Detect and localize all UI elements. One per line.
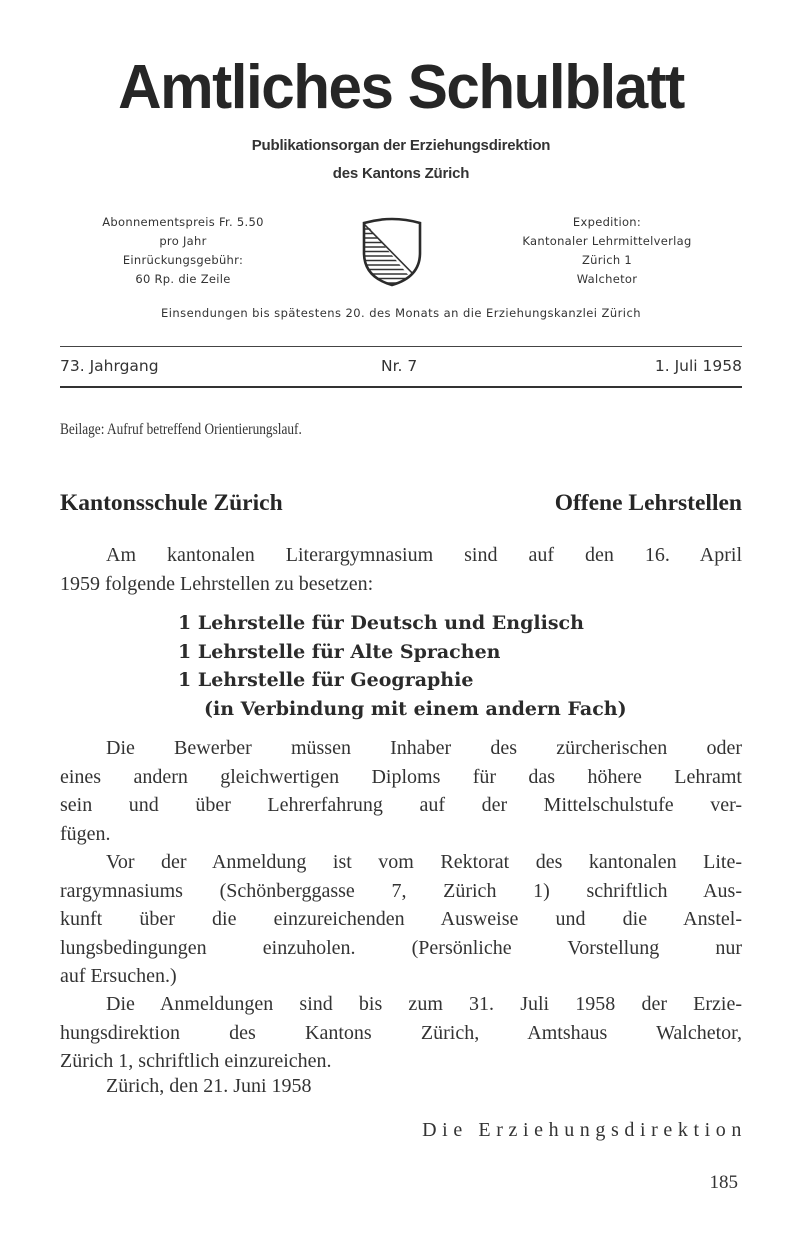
text-line: Die Anmeldungen sind bis zum 31. Juli 1958 der Erzie- [106, 993, 742, 1015]
publisher-address: Walchetor [576, 272, 638, 286]
article-heading-institution: Kantonsschule Zürich [60, 490, 283, 516]
text-line: Die Bewerber müssen Inhaber des zürcherischen oder [106, 737, 742, 759]
submission-deadline-note: Einsendungen bis spätestens 20. des Monats an die Erziehungskanzlei Zürich [161, 306, 641, 320]
insertion-fee-label: Einrückungsgebühr: [122, 253, 244, 267]
expedition-label: Expedition: [572, 215, 642, 229]
subscription-info [60, 213, 306, 289]
insertion-fee-value: 60 Rp. die Zeile [135, 272, 231, 286]
dateline: Zürich, den 21. Juni 1958 [106, 1075, 312, 1097]
paragraph-requirements [60, 734, 742, 848]
text-line: kunft über die einzureichenden Ausweise und die Anstel- [60, 908, 742, 930]
masthead-subtitle: Publikationsorgan der Erziehungsdirektion [251, 137, 551, 154]
issue-info-row [60, 357, 742, 381]
publisher-city: Zürich 1 [581, 253, 633, 267]
position-item: 1 Lehrstelle für Geographie [178, 669, 474, 691]
supplement-note: Beilage: Aufruf betreffend Orientierungslauf. [60, 421, 302, 438]
position-list [178, 609, 627, 723]
masthead-title: Amtliches Schulblatt [118, 53, 684, 122]
signature: Die Erziehungsdirektion [422, 1119, 747, 1141]
text-line: Zürich 1, schriftlich einzureichen. [60, 1050, 332, 1072]
position-item: 1 Lehrstelle für Deutsch und Englisch [178, 612, 584, 634]
text-line: lungsbedingungen einzuholen. (Persönliche Vorstellung nur [60, 936, 742, 959]
text-line: eines andern gleichwertigen Diploms für das höhere Lehramt [60, 765, 742, 788]
issue-number: Nr. 7 [381, 357, 418, 375]
intro-line-2: 1959 folgende Lehrstellen zu besetzen: [60, 572, 374, 595]
issue-volume: 73. Jahrgang [60, 357, 159, 375]
text-line: sein und über Lehrerfahrung auf der Mittelschulstufe ver- [60, 794, 742, 816]
position-item: 1 Lehrstelle für Alte Sprachen [178, 640, 501, 663]
paragraph-application [60, 990, 742, 1076]
expedition-info [472, 213, 742, 289]
subscription-price: Abonnementspreis Fr. 5.50 [102, 215, 264, 229]
masthead-subtitle-canton: des Kantons Zürich [332, 165, 470, 182]
page-number: 185 [709, 1172, 738, 1193]
divider-bottom [60, 386, 742, 388]
text-line: Vor der Anmeldung ist vom Rektorat des kantonalen Lite- [106, 851, 742, 873]
intro-line-1: Am kantonalen Literargymnasium sind auf den 16. April [106, 544, 742, 566]
text-line: hungsdirektion des Kantons Zürich, Amtshaus Walchetor, [60, 1021, 742, 1044]
article-heading-topic: Offene Lehrstellen [554, 490, 742, 516]
text-line: auf Ersuchen.) [60, 965, 177, 987]
paragraph-inquiry [60, 848, 742, 991]
text-line: fügen. [60, 822, 111, 845]
subscription-period: pro Jahr [159, 234, 207, 248]
article-intro [60, 541, 742, 598]
text-line: rargymnasiums (Schönberggasse 7, Zürich 1) schriftlich Aus- [60, 879, 742, 902]
issue-date: 1. Juli 1958 [654, 357, 742, 375]
publisher-name: Kantonaler Lehrmittelverlag [522, 234, 692, 248]
position-note: (in Verbindung mit einem andern Fach) [204, 697, 627, 720]
zurich-coat-of-arms-icon [356, 215, 428, 287]
divider-top [60, 346, 742, 347]
